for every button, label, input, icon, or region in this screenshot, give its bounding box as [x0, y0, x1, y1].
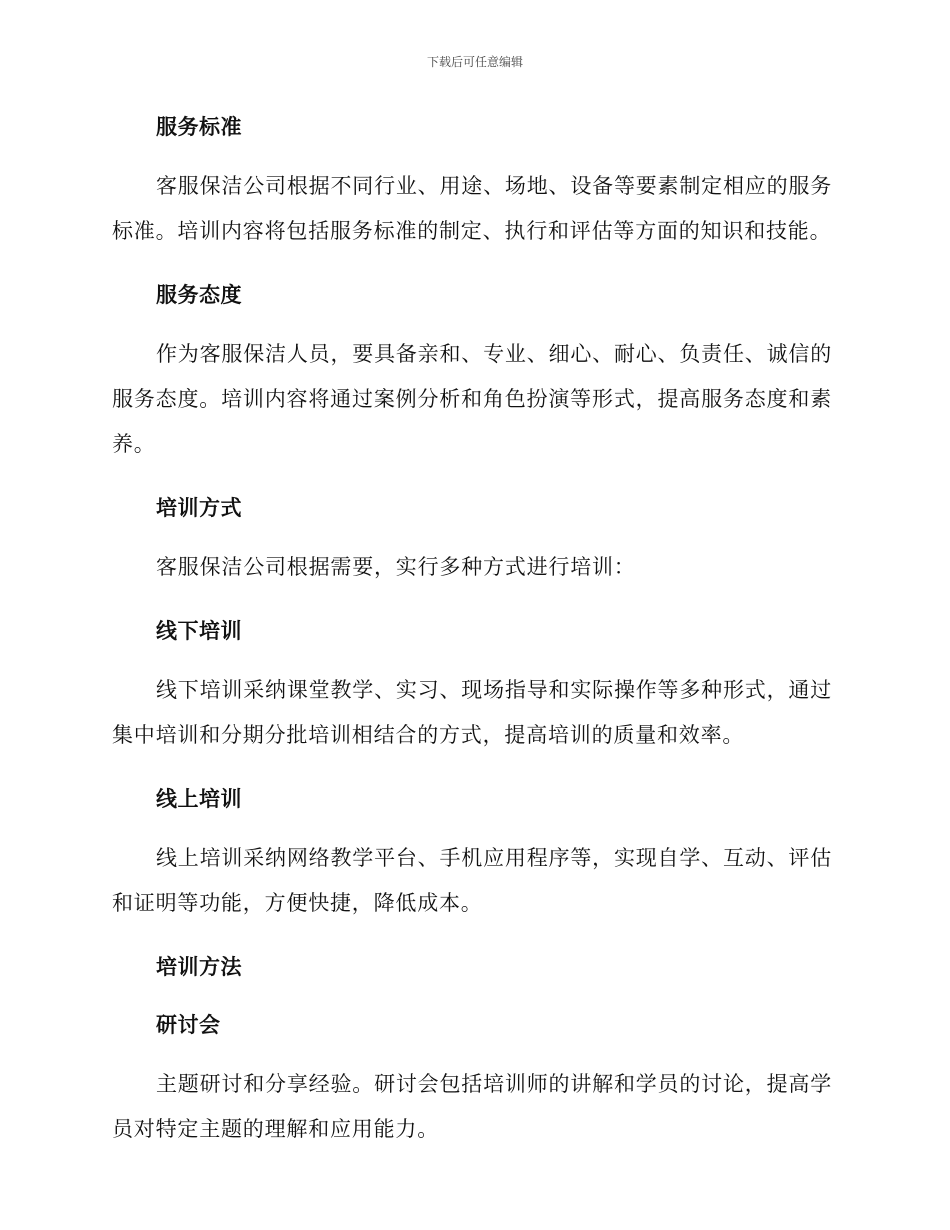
section-paragraph-service-attitude: 作为客服保洁人员，要具备亲和、专业、细心、耐心、负责任、诚信的服务态度。培训内容将通过案例分析和角色扮演等形式，提高服务态度和素养。	[112, 342, 832, 456]
section-paragraph-online-training: 线上培训采纳网络教学平台、手机应用程序等，实现自学、互动、评估和证明等功能，方便快捷，降低成本。	[112, 846, 832, 915]
document-body	[112, 110, 832, 1152]
section-heading-online-training: 线上培训	[156, 787, 242, 811]
section-paragraph-offline-training: 线下培训采纳课堂教学、实习、现场指导和实际操作等多种形式，通过集中培训和分期分批培训相结合的方式，提高培训的质量和效率。	[112, 678, 832, 747]
section-paragraph-service-standard: 客服保洁公司根据不同行业、用途、场地、设备等要素制定相应的服务标准。培训内容将包括服务标准的制定、执行和评估等方面的知识和技能。	[112, 174, 832, 243]
section-heading-offline-training: 线下培训	[156, 619, 242, 643]
section-heading-service-standard: 服务标准	[156, 115, 242, 139]
section-heading-service-attitude: 服务态度	[156, 283, 242, 307]
section-heading-training-methods: 培训方法	[156, 955, 242, 979]
header-note: 下载后可任意编辑	[426, 55, 523, 69]
section-paragraph-training-mode: 客服保洁公司根据需要，实行多种方式进行培训：	[156, 555, 636, 579]
section-paragraph-seminar: 主题研讨和分享经验。研讨会包括培训师的讲解和学员的讨论，提高学员对特定主题的理解和应用能力。	[112, 1072, 832, 1141]
section-heading-training-mode: 培训方式	[156, 496, 242, 520]
section-heading-seminar: 研讨会	[156, 1013, 221, 1037]
